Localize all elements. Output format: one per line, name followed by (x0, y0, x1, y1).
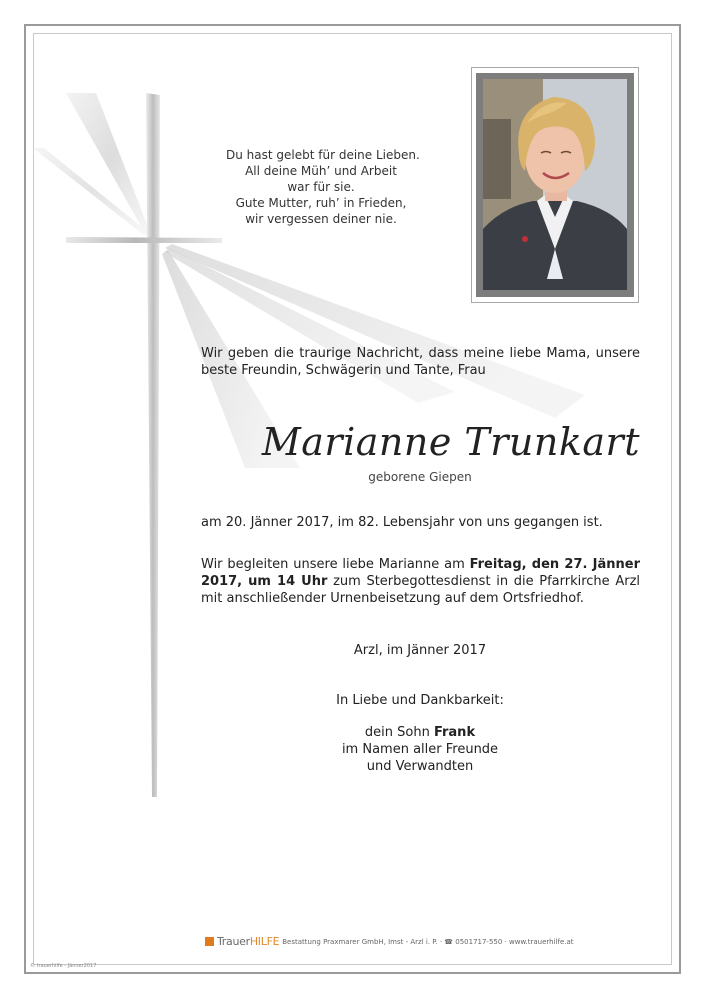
signature-line: und Verwandten (366, 759, 474, 774)
place-and-date: Arzl, im Jänner 2017 (353, 643, 487, 658)
signature-line: im Namen aller Freunde (341, 742, 499, 757)
signature-block (200, 724, 640, 775)
copyright-note: © trauerhilfe - Jänner2017 (30, 963, 97, 969)
cross-vertical-bar (146, 93, 160, 797)
funeral-date-time: Freitag, den 27. Jänner 2017, um 14 Uhr (201, 557, 640, 589)
footer-info: Bestattung Praxmarer GmbH, Imst - Arzl i. P. · ☎ 0501717-550 · www.trauerhilfe.at (282, 937, 574, 946)
announcement-intro: Wir geben die traurige Nachricht, dass meine liebe Mama, unsere beste Freundin, Schwägerin und Tante, Frau (201, 346, 640, 378)
footer (205, 935, 574, 948)
memorial-poem (226, 147, 420, 227)
poem-line: war für sie. (287, 180, 355, 194)
brand-logo-icon (205, 937, 214, 946)
funeral-text-pre: Wir begleiten unsere liebe Marianne am (201, 557, 470, 572)
signature-son-name: Frank (433, 725, 476, 740)
closing-line: In Liebe und Dankbarkeit: (336, 693, 504, 708)
deceased-name: Marianne Trunkart (261, 420, 640, 464)
brand-main: Trauer (217, 935, 250, 948)
ray (66, 93, 150, 235)
funeral-text-post: zum Sterbegottesdienst in die Pfarrkirche Arzl mit anschließender Urnenbeisetzung auf dem Ortsfriedhof. (201, 574, 641, 606)
poem-line: wir vergessen deiner nie. (245, 212, 397, 226)
signature-son-prefix: dein Sohn (364, 725, 434, 740)
brand-logo (217, 935, 279, 948)
brand-accent: HILFE (249, 935, 280, 948)
portrait-photo (483, 79, 627, 290)
poem-line: Du hast gelebt für deine Lieben. (226, 148, 420, 162)
poem-line: All deine Müh’ und Arbeit (245, 164, 397, 178)
birth-name: geborene Giepen (368, 470, 472, 484)
poem-line: Gute Mutter, ruh’ in Frieden, (235, 196, 407, 210)
cross-horizontal-bar (66, 237, 222, 243)
signature-son (200, 724, 640, 741)
funeral-details (201, 556, 640, 607)
death-date-text: am 20. Jänner 2017, im 82. Lebensjahr von uns gegangen ist. (201, 515, 603, 530)
